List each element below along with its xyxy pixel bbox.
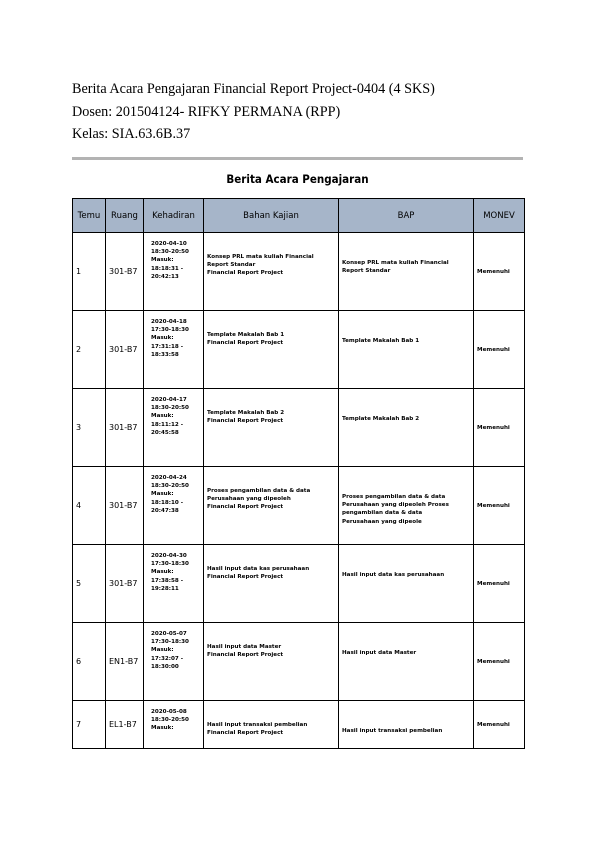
table-row [73, 467, 525, 545]
cell-bahan-kajian [204, 233, 339, 311]
cell-monev: Memenuhi [474, 233, 525, 311]
cell-kehadiran [144, 467, 204, 545]
cell-bahan-kajian [204, 311, 339, 389]
cell-bap [339, 701, 474, 749]
kehadiran-line: 2020-04-18 [151, 319, 187, 325]
kehadiran-line: 18:30-20:50 [151, 717, 189, 724]
kehadiran-line: 18:18:10 - [151, 499, 184, 506]
kehadiran-line: 2020-04-17 [151, 397, 187, 403]
cell-temu: 4 [73, 467, 106, 545]
bap-line: Report Standar [342, 268, 391, 275]
kehadiran-line: Masuk: [151, 257, 174, 264]
kehadiran-line: 18:11:12 - [151, 421, 184, 428]
bahan-kajian-line: Financial Report Project [207, 730, 284, 737]
bahan-kajian-line: Hasil input data Master [207, 644, 282, 650]
cell-bap [339, 545, 474, 623]
cell-monev: Memenuhi [474, 389, 525, 467]
kehadiran-line: 18:30-20:50 [151, 249, 189, 256]
bap-line: Perusahaan yang dipeole [342, 518, 422, 525]
class-line: Kelas: SIA.63.6B.37 [72, 126, 191, 142]
cell-kehadiran [144, 545, 204, 623]
kehadiran-line: 2020-05-08 [151, 709, 187, 715]
bahan-kajian-line: Hasil input transaksi pembelian [207, 722, 308, 728]
teaching-record-table [72, 198, 525, 749]
cell-ruang: 301-B7 [106, 467, 144, 545]
cell-kehadiran [144, 233, 204, 311]
kehadiran-line: 18:18:31 - [151, 265, 184, 272]
bahan-kajian-line: Financial Report Project [207, 270, 284, 277]
col-header-kehadiran: Kehadiran [144, 199, 204, 233]
cell-bap [339, 467, 474, 545]
cell-ruang: EN1-B7 [106, 623, 144, 701]
bahan-kajian-line: Financial Report Project [207, 574, 284, 581]
cell-kehadiran [144, 311, 204, 389]
kehadiran-line: 17:38:58 - [151, 577, 184, 584]
cell-ruang: 301-B7 [106, 389, 144, 467]
kehadiran-line: 18:30:00 [151, 663, 179, 670]
col-header-bap: BAP [339, 199, 474, 233]
kehadiran-line: 18:33:58 [151, 351, 179, 358]
cell-kehadiran [144, 389, 204, 467]
table-row [73, 311, 525, 389]
table-title: Berita Acara Pengajaran [226, 172, 369, 186]
cell-bap [339, 623, 474, 701]
bap-line: Proses pengambilan data & data [342, 494, 446, 500]
kehadiran-line: Masuk: [151, 569, 174, 576]
kehadiran-line: Masuk: [151, 725, 174, 732]
cell-ruang: 301-B7 [106, 545, 144, 623]
col-header-monev: MONEV [474, 199, 525, 233]
kehadiran-line: Masuk: [151, 647, 174, 654]
bahan-kajian-line: Perusahaan yang dipeoleh [207, 496, 291, 503]
bahan-kajian-line: Proses pengambilan data & data [207, 488, 311, 494]
kehadiran-line: 17:30-18:30 [151, 561, 189, 568]
kehadiran-line: 20:42:13 [151, 273, 179, 280]
cell-temu: 7 [73, 701, 106, 749]
kehadiran-line: Masuk: [151, 335, 174, 342]
cell-bahan-kajian [204, 701, 339, 749]
bap-line: Hasil input data Master [342, 650, 417, 656]
bahan-kajian-line: Konsep PRL mata kuliah Financial [207, 254, 314, 260]
bahan-kajian-line: Financial Report Project [207, 504, 284, 511]
cell-bap [339, 311, 474, 389]
cell-bahan-kajian [204, 389, 339, 467]
col-header-temu: Temu [73, 199, 106, 233]
kehadiran-line: 2020-04-24 [151, 475, 187, 481]
kehadiran-line: Masuk: [151, 491, 174, 498]
kehadiran-line: 17:30-18:30 [151, 327, 189, 334]
lecturer-line: Dosen: 201504124- RIFKY PERMANA (RPP) [72, 103, 341, 120]
bap-line: Template Makalah Bab 2 [342, 416, 420, 422]
kehadiran-line: Masuk: [151, 413, 174, 420]
table-row [73, 701, 525, 749]
cell-monev: Memenuhi [474, 545, 525, 623]
table-body [73, 233, 525, 749]
col-header-bahan-kajian: Bahan Kajian [204, 199, 339, 233]
cell-monev: Memenuhi [474, 701, 525, 749]
kehadiran-line: 2020-04-10 [151, 241, 187, 247]
kehadiran-line: 2020-05-07 [151, 631, 187, 637]
cell-bap [339, 233, 474, 311]
cell-temu: 6 [73, 623, 106, 701]
cell-ruang: 301-B7 [106, 233, 144, 311]
table-header-row [73, 199, 525, 233]
bap-line: Hasil input transaksi pembelian [342, 728, 443, 734]
kehadiran-line: 17:31:18 - [151, 343, 184, 350]
table-row [73, 545, 525, 623]
cell-monev: Memenuhi [474, 467, 525, 545]
cell-monev: Memenuhi [474, 311, 525, 389]
cell-temu: 2 [73, 311, 106, 389]
bahan-kajian-line: Report Standar [207, 262, 256, 269]
col-header-ruang: Ruang [106, 199, 144, 233]
bahan-kajian-line: Template Makalah Bab 1 [207, 332, 285, 338]
cell-bahan-kajian [204, 623, 339, 701]
bap-line: Konsep PRL mata kuliah Financial [342, 260, 449, 266]
kehadiran-line: 18:30-20:50 [151, 405, 189, 412]
kehadiran-line: 19:28:11 [151, 585, 179, 592]
kehadiran-line: 20:47:38 [151, 507, 179, 514]
bahan-kajian-line: Financial Report Project [207, 418, 284, 425]
bahan-kajian-line: Financial Report Project [207, 652, 284, 659]
course-title: Berita Acara Pengajaran Financial Report Project-0404 (4 SKS) [72, 81, 435, 97]
kehadiran-line: 17:30-18:30 [151, 639, 189, 646]
table-row [73, 623, 525, 701]
bahan-kajian-line: Hasil input data kas perusahaan [207, 566, 310, 572]
kehadiran-line: 2020-04-30 [151, 553, 187, 559]
header-divider [72, 157, 523, 160]
cell-ruang: 301-B7 [106, 311, 144, 389]
cell-kehadiran [144, 623, 204, 701]
cell-temu: 1 [73, 233, 106, 311]
table-row [73, 233, 525, 311]
bap-line: Perusahaan yang dipeoleh Proses [342, 502, 449, 509]
cell-bahan-kajian [204, 545, 339, 623]
kehadiran-line: 17:32:07 - [151, 655, 184, 662]
bap-line: Hasil input data kas perusahaan [342, 572, 445, 578]
bahan-kajian-line: Template Makalah Bab 2 [207, 410, 285, 416]
cell-temu: 5 [73, 545, 106, 623]
cell-monev: Memenuhi [474, 623, 525, 701]
cell-temu: 3 [73, 389, 106, 467]
document-header [72, 78, 435, 146]
bap-line: pengambilan data & data [342, 510, 423, 517]
bap-line: Template Makalah Bab 1 [342, 338, 420, 344]
kehadiran-line: 20:45:58 [151, 429, 179, 436]
cell-bahan-kajian [204, 467, 339, 545]
cell-bap [339, 389, 474, 467]
cell-ruang: EL1-B7 [106, 701, 144, 749]
kehadiran-line: 18:30-20:50 [151, 483, 189, 490]
cell-kehadiran [144, 701, 204, 749]
bahan-kajian-line: Financial Report Project [207, 340, 284, 347]
table-row [73, 389, 525, 467]
